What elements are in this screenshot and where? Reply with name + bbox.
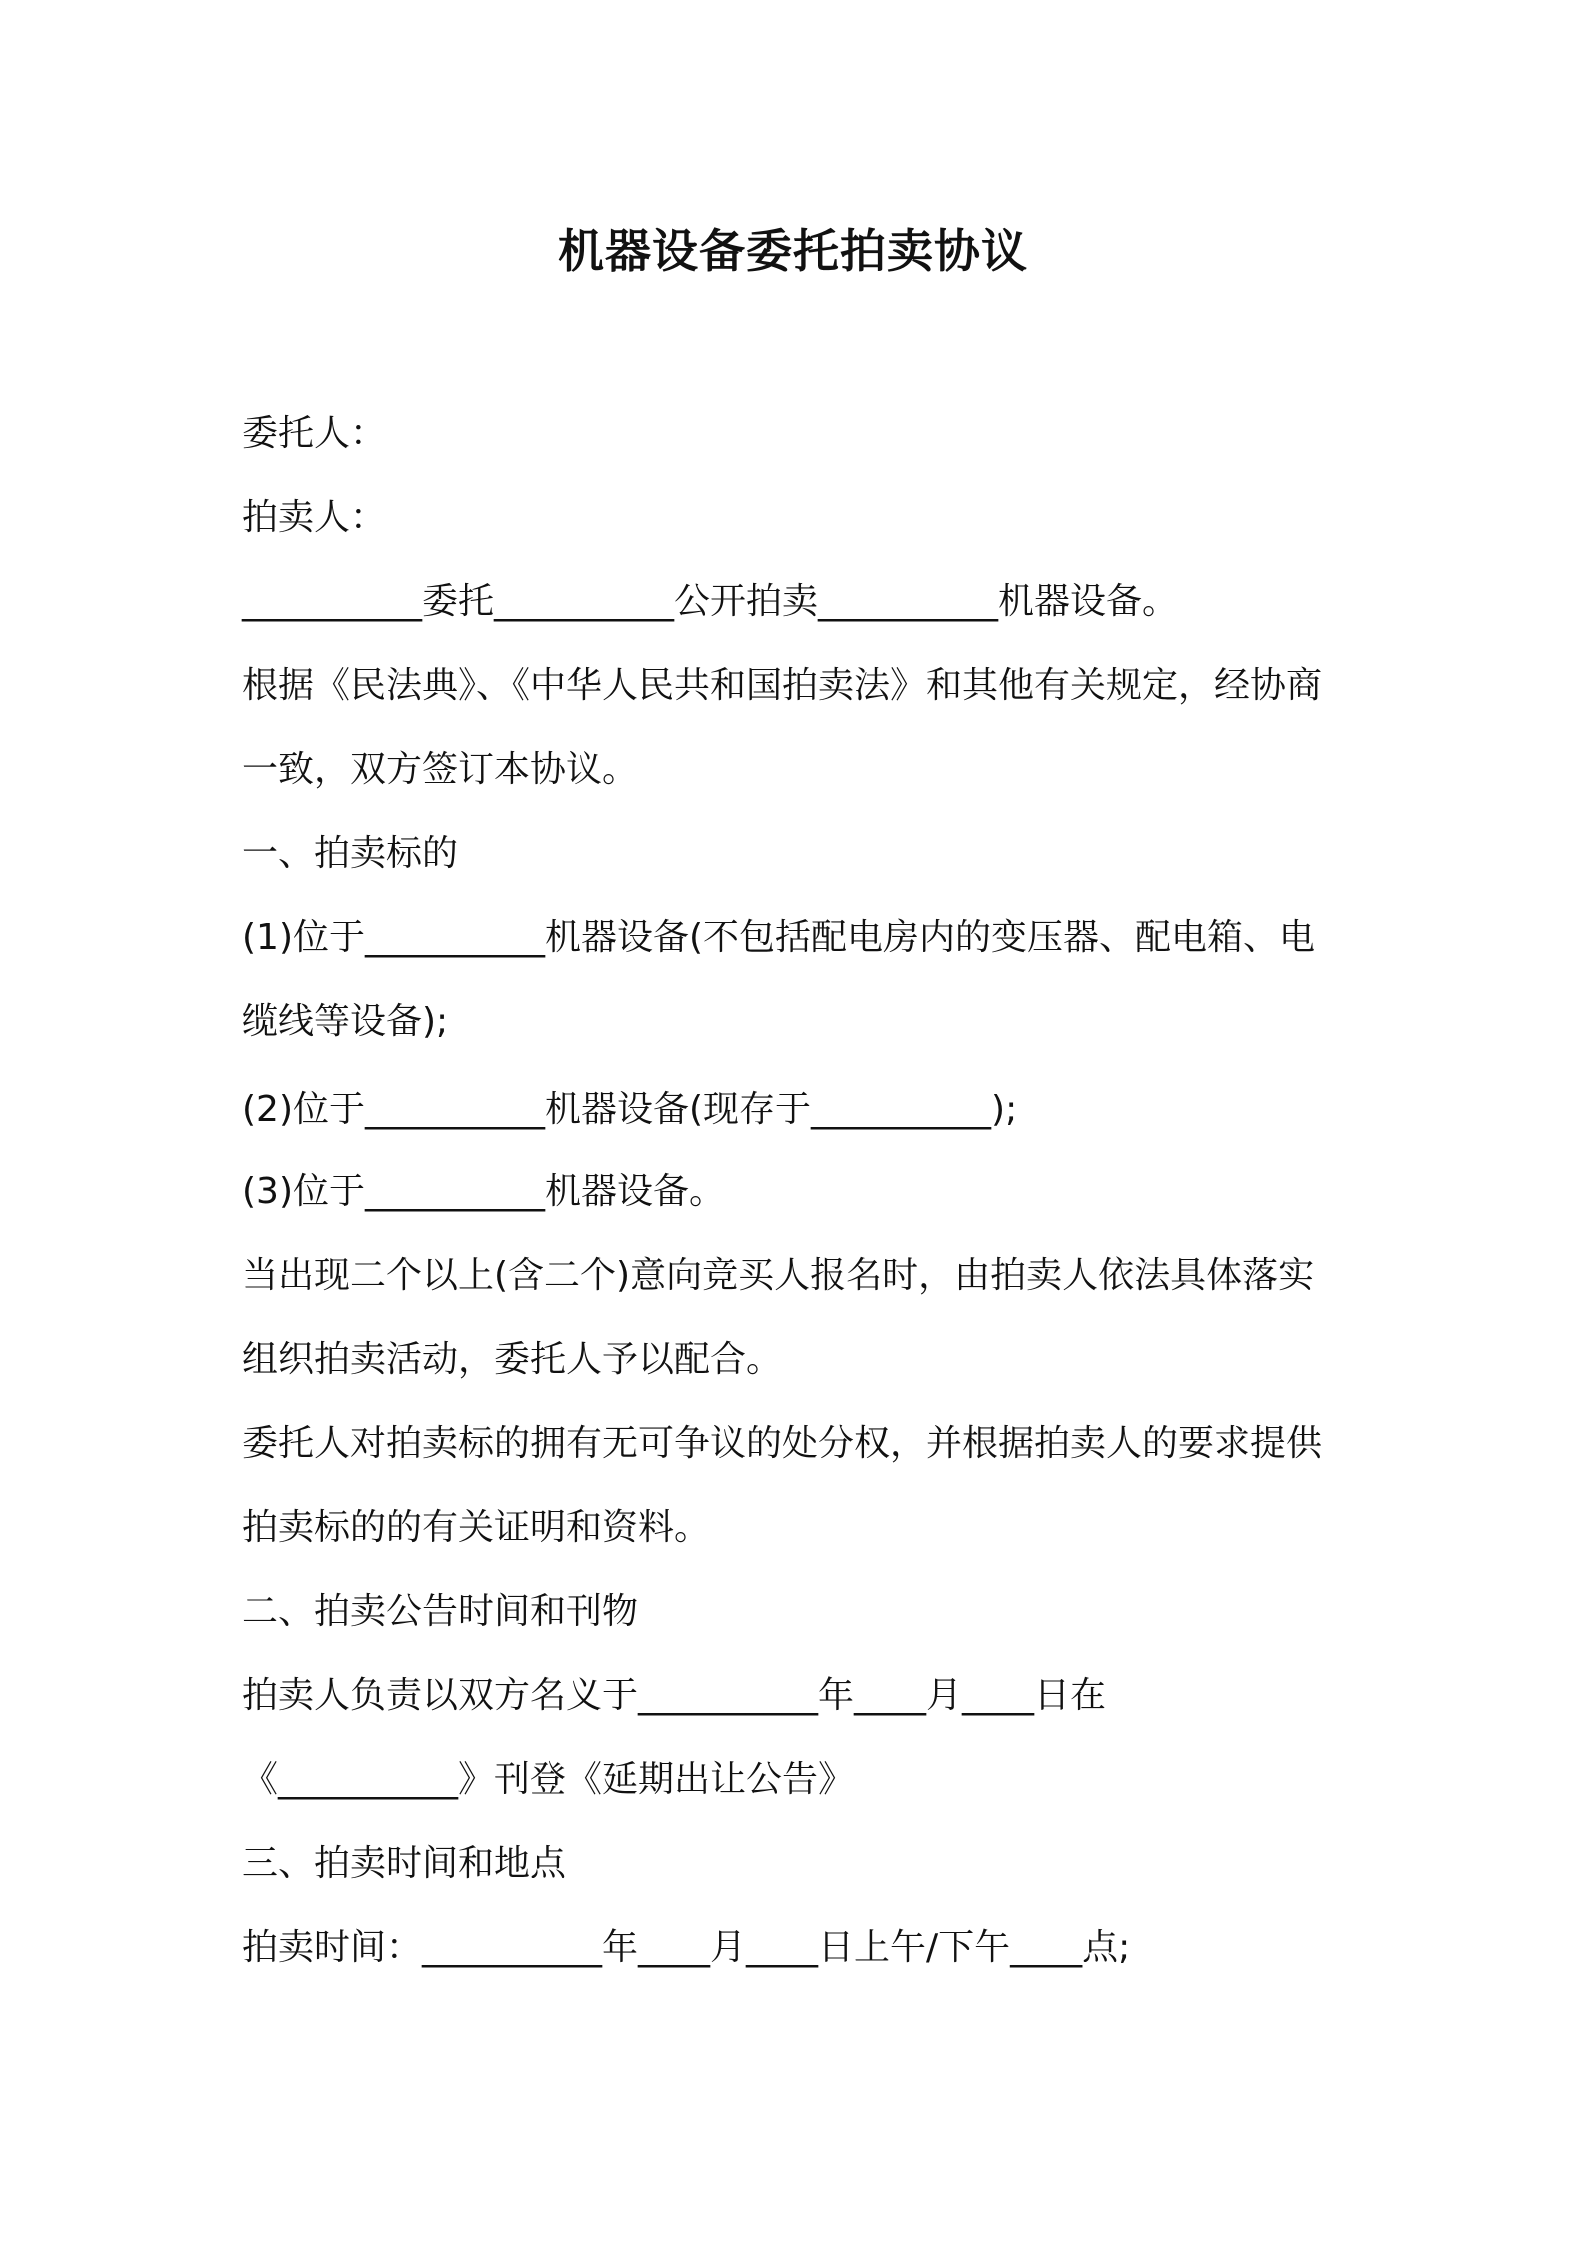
item-2-line: (2)位于__________机器设备(现存于__________);	[242, 1089, 1018, 1130]
legal-basis-line-2: 一致，双方签订本协议。	[242, 749, 639, 790]
auctioneer-line: 拍卖人：	[242, 497, 387, 538]
section-heading-3: 三、拍卖时间和地点	[242, 1843, 567, 1884]
legal-basis-line-1: 根据《民法典》、《中华人民共和国拍卖法》和其他有关规定，经协商	[242, 665, 1323, 706]
section-heading-1: 一、拍卖标的	[242, 833, 459, 874]
disposal-right-line-1: 委托人对拍卖标的拥有无可争议的处分权，并根据拍卖人的要求提供	[242, 1423, 1323, 1464]
item-1-line-1: (1)位于__________机器设备(不包括配电房内的变压器、配电箱、电	[242, 917, 1316, 958]
entrustment-line: __________委托__________公开拍卖__________机器设备。	[242, 581, 1179, 622]
item-1-line-2: 缆线等设备);	[242, 1001, 449, 1042]
bidders-line-1: 当出现二个以上(含二个)意向竞买人报名时，由拍卖人依法具体落实	[242, 1255, 1315, 1296]
item-3-line: (3)位于__________机器设备。	[242, 1171, 725, 1212]
bidders-line-2: 组织拍卖活动，委托人予以配合。	[242, 1339, 783, 1380]
disposal-right-line-2: 拍卖标的的有关证明和资料。	[242, 1507, 711, 1548]
announcement-line-1: 拍卖人负责以双方名义于__________年____月____日在	[242, 1675, 1107, 1716]
auction-time-line: 拍卖时间：__________年____月____日上午/下午____点;	[242, 1927, 1131, 1968]
announcement-line-2: 《__________》刊登《延期出让公告》	[242, 1759, 855, 1800]
principal-line: 委托人：	[242, 413, 387, 454]
section-heading-2: 二、拍卖公告时间和刊物	[242, 1591, 639, 1632]
document-title: 机器设备委托拍卖协议	[558, 224, 1028, 278]
